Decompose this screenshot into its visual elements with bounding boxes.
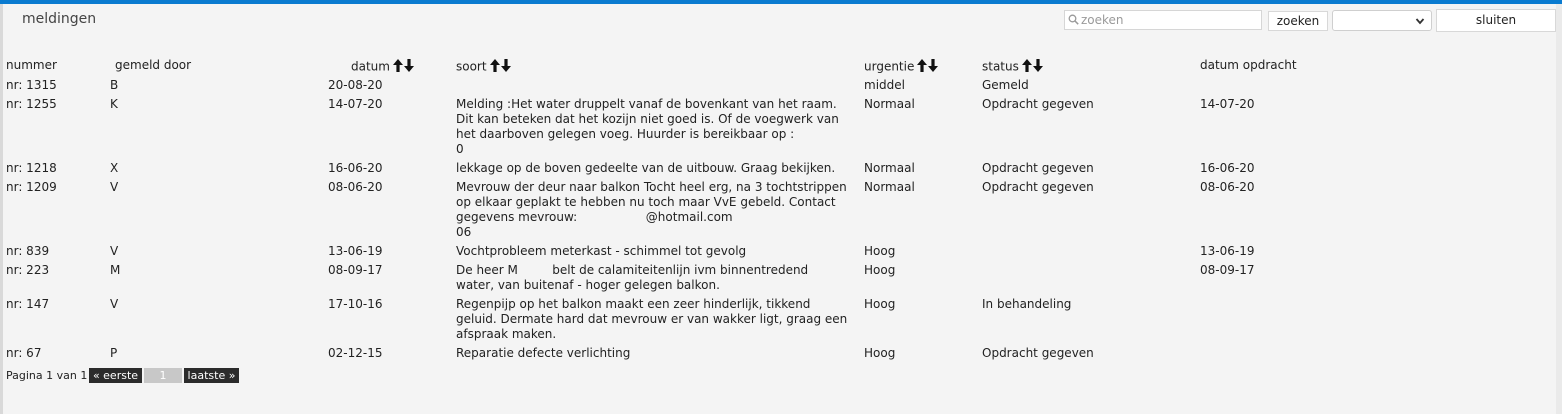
row-status: In behandeling xyxy=(982,297,1072,311)
sort-arrows-icon[interactable] xyxy=(917,59,938,75)
row-type: Vochtprobleem meterkast - schimmel tot gevolg xyxy=(456,244,747,258)
row-status: Opdracht gegeven xyxy=(982,180,1094,194)
search-button[interactable]: zoeken xyxy=(1268,11,1328,31)
row-reporter: K xyxy=(110,97,118,111)
search-field[interactable] xyxy=(1064,10,1262,30)
left-edge xyxy=(0,4,3,414)
row-number[interactable]: nr: 839 xyxy=(6,244,50,258)
row-reporter: M xyxy=(110,263,121,277)
row-urgency: Hoog xyxy=(864,346,896,360)
col-header-datum[interactable] xyxy=(351,59,414,75)
row-date: 08-06-20 xyxy=(328,180,383,194)
col-header-label: gemeld door xyxy=(115,58,192,72)
first-page-button[interactable]: « eerste xyxy=(89,368,142,383)
row-order-date: 16-06-20 xyxy=(1200,161,1255,175)
col-header-nummer xyxy=(6,58,57,72)
row-status: Opdracht gegeven xyxy=(982,346,1094,360)
row-reporter: V xyxy=(110,244,119,258)
sort-arrows-icon[interactable] xyxy=(490,59,511,75)
row-number[interactable]: nr: 1315 xyxy=(6,78,57,92)
row-date: 08-09-17 xyxy=(328,263,383,277)
row-reporter: B xyxy=(110,78,119,92)
row-date: 13-06-19 xyxy=(328,244,383,258)
last-page-button[interactable]: laatste » xyxy=(184,368,239,383)
row-urgency: Normaal xyxy=(864,161,915,175)
row-urgency: Hoog xyxy=(864,297,896,311)
col-header-soort[interactable] xyxy=(456,59,511,75)
row-type: Regenpijp op het balkon maakt een zeer hinderlijk, tikkend geluid. Dermate hard dat mevrouw er van wakker ligt, graag een afspraak maken. xyxy=(456,297,848,341)
row-number[interactable]: nr: 1255 xyxy=(6,97,57,111)
row-type: Melding :Het water druppelt vanaf de bovenkant van het raam. Dit kan beteken dat het kozijn niet goed is. Of de voegwerk van het daarboven gelegen voeg. Huurder is bereikbaar op : 0 xyxy=(456,97,839,156)
col-header-gemeld-door xyxy=(115,58,191,72)
page-title: meldingen xyxy=(22,11,97,27)
current-page-button[interactable]: 1 xyxy=(144,368,182,383)
row-number[interactable]: nr: 223 xyxy=(6,263,50,277)
chevron-down-icon xyxy=(1415,16,1425,26)
row-number[interactable]: nr: 67 xyxy=(6,346,42,360)
row-date: 17-10-16 xyxy=(328,297,383,311)
row-order-date: 08-09-17 xyxy=(1200,263,1255,277)
col-header-status[interactable] xyxy=(982,59,1043,75)
top-accent-bar xyxy=(0,0,1562,4)
row-urgency: Normaal xyxy=(864,180,915,194)
col-header-label: soort xyxy=(456,59,487,74)
sort-arrows-icon[interactable] xyxy=(1022,59,1043,75)
row-order-date: 08-06-20 xyxy=(1200,180,1255,194)
row-date: 20-08-20 xyxy=(328,78,383,92)
row-reporter: P xyxy=(110,346,118,360)
sort-arrows-icon[interactable] xyxy=(393,59,414,75)
row-date: 14-07-20 xyxy=(328,97,383,111)
col-header-label: status xyxy=(982,59,1019,74)
row-reporter: X xyxy=(110,161,119,175)
row-type: Reparatie defecte verlichting xyxy=(456,346,631,360)
col-header-label: datum opdracht xyxy=(1200,58,1297,72)
col-header-label: urgentie xyxy=(864,59,915,74)
row-type: De heer M belt de calamiteitenlijn ivm binnentredend water, van buitenaf - hoger gelegen balkon. xyxy=(456,263,813,292)
scrollbar[interactable] xyxy=(1556,4,1562,414)
row-urgency: middel xyxy=(864,78,905,92)
row-order-date: 13-06-19 xyxy=(1200,244,1255,258)
row-status: Opdracht gegeven xyxy=(982,97,1094,111)
row-urgency: Hoog xyxy=(864,244,896,258)
close-button[interactable]: sluiten xyxy=(1436,9,1556,32)
row-date: 02-12-15 xyxy=(328,346,383,360)
row-number[interactable]: nr: 1209 xyxy=(6,180,57,194)
col-header-label: nummer xyxy=(6,58,57,72)
pagination-info: Pagina 1 van 1 xyxy=(6,369,88,382)
row-date: 16-06-20 xyxy=(328,161,383,175)
search-input[interactable] xyxy=(1081,12,1257,28)
row-type: lekkage op de boven gedeelte van de uitbouw. Graag bekijken. xyxy=(456,161,836,175)
row-status: Opdracht gegeven xyxy=(982,161,1094,175)
row-urgency: Hoog xyxy=(864,263,896,277)
col-header-label: datum xyxy=(351,59,390,74)
row-order-date: 14-07-20 xyxy=(1200,97,1255,111)
filter-select[interactable] xyxy=(1332,10,1432,31)
row-type: Mevrouw der deur naar balkon Tocht heel erg, na 3 tochtstrippen op elkaar geplakt te hebben nu toch maar VvE gebeld. Contact gegevens mevrouw: @hotmail.com 06 xyxy=(456,180,847,239)
row-number[interactable]: nr: 147 xyxy=(6,297,50,311)
row-number[interactable]: nr: 1218 xyxy=(6,161,57,175)
row-status: Gemeld xyxy=(982,78,1029,92)
row-urgency: Normaal xyxy=(864,97,915,111)
col-header-urgentie[interactable] xyxy=(864,59,938,75)
row-reporter: V xyxy=(110,180,119,194)
row-reporter: V xyxy=(110,297,119,311)
col-header-datum-opdracht xyxy=(1200,58,1297,72)
search-icon xyxy=(1068,14,1079,25)
